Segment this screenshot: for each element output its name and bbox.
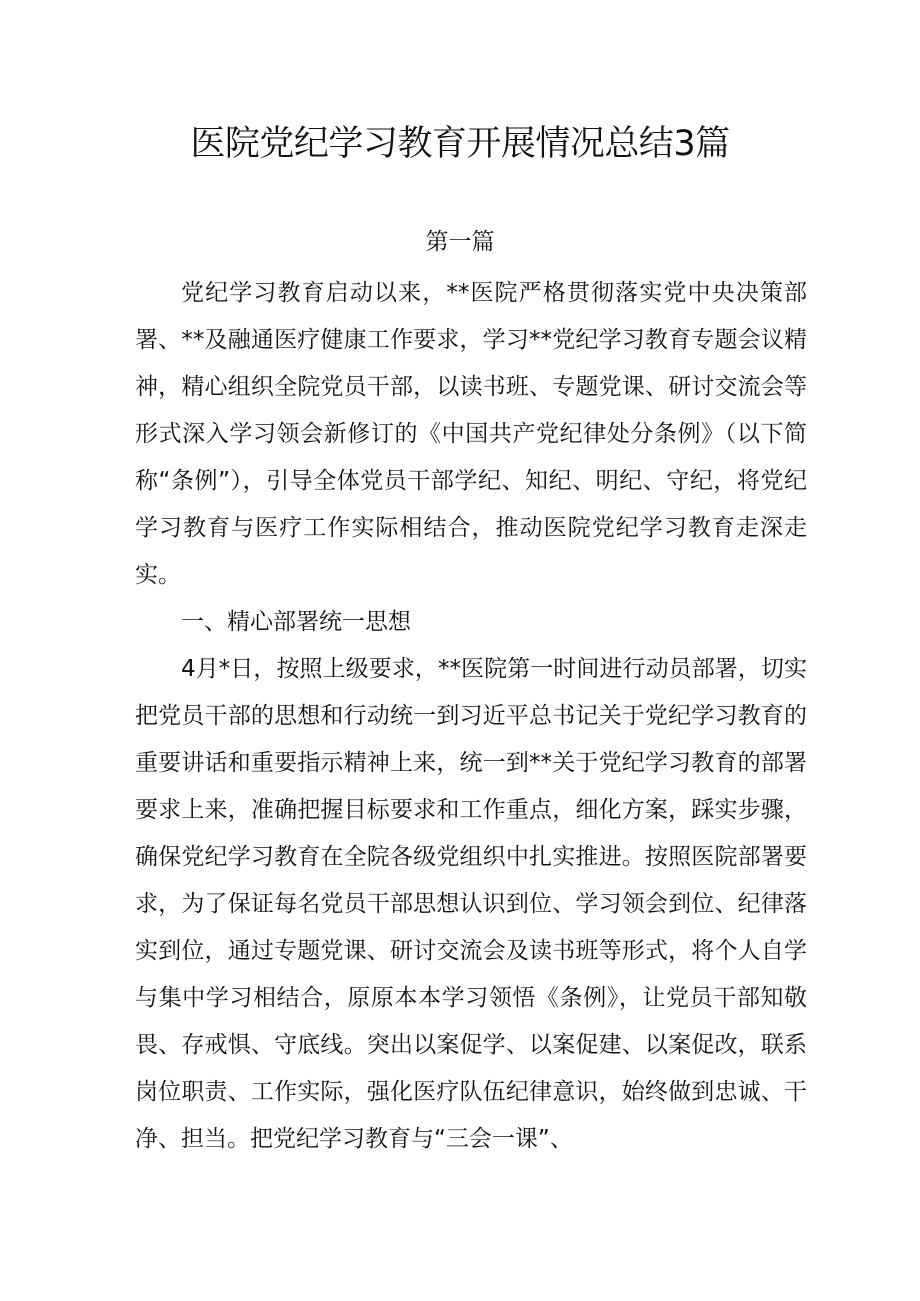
document-body — [135, 270, 807, 1163]
section-title: 第一篇 — [425, 229, 495, 255]
body-paragraph-deployment: 4月*日，按照上级要求，**医院第一时间进行动员部署，切实把党员干部的思想和行动统一到习近平总书记关于党纪学习教育的重要讲话和重要指示精神上来，统一到**关于党纪学习教育的部署要求上来，准确把握目标要求和工作重点，细化方案，踩实步骤，确保党纪学习教育在全院各级党组织中扎实推进。按照医院部署要求，为了保证每名党员干部思想认识到位、学习领会到位、纪律落实到位，通过专题党课、研讨交流会及读书班等形式，将个人自学与集中学习相结合，原原本本学习领悟《条例》，让党员干部知敬畏、存戒惧、守底线。突出以案促学、以案促建、以案促改，联系岗位职责、工作实际，强化医疗队伍纪律意识，始终做到忠诚、干净、担当。把党纪学习教育与“三会一课”、 — [135, 656, 807, 1152]
document-title: 医院党纪学习教育开展情况总结3篇 — [190, 124, 730, 164]
body-paragraph-intro: 党纪学习教育启动以来，**医院严格贯彻落实党中央决策部署、**及融通医疗健康工作要求，学习**党纪学习教育专题会议精神，精心组织全院党员干部，以读书班、专题党课、研讨交流会等形式深入学习领会新修订的《中国共产党纪律处分条例》（以下简称“条例”），引导全体党员干部学纪、知纪、明纪、守纪，将党纪学习教育与医疗工作实际相结合，推动医院党纪学习教育走深走实。 — [135, 280, 807, 588]
subheading-deployment: 一、精心部署统一思想 — [181, 609, 411, 635]
